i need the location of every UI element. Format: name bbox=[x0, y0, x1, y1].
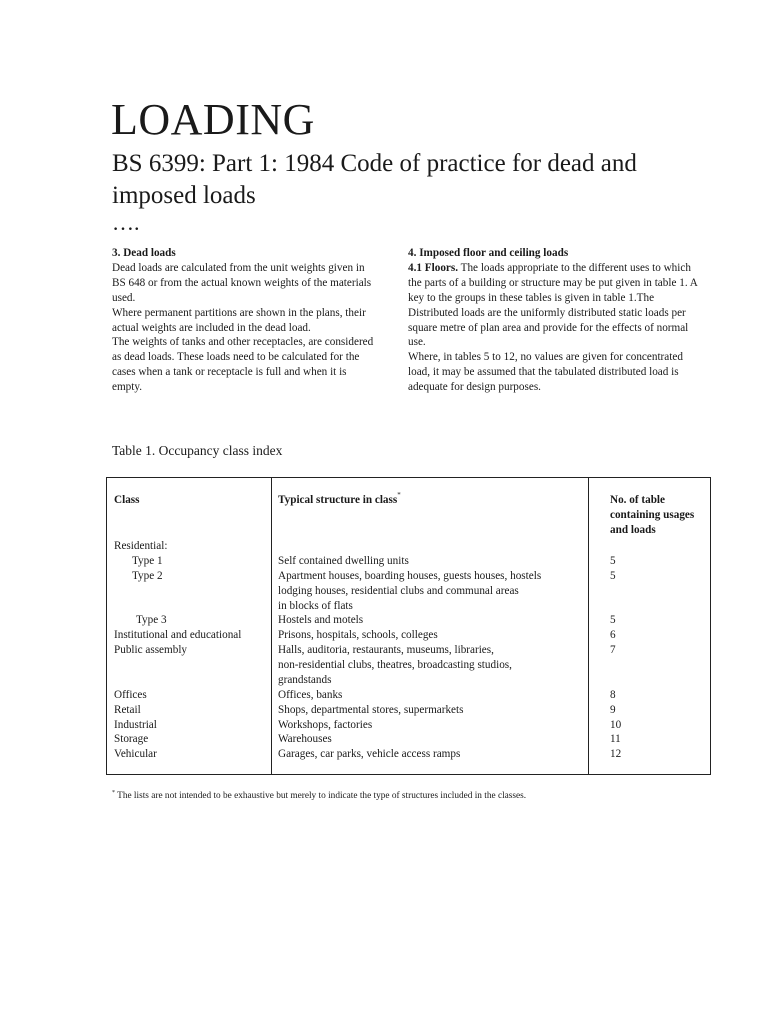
column-divider bbox=[271, 478, 272, 774]
table-footnote bbox=[112, 790, 526, 802]
typical-cell: lodging houses, residential clubs and communal areas bbox=[278, 585, 519, 597]
typical-cell: Self contained dwelling units bbox=[278, 555, 409, 567]
dead-loads-heading: 3. Dead loads bbox=[112, 247, 176, 259]
footnote-mark: * bbox=[397, 491, 401, 499]
typical-cell: Offices, banks bbox=[278, 689, 343, 701]
typical-cell: Warehouses bbox=[278, 733, 332, 745]
typical-cell: non-residential clubs, theatres, broadcasting studios, bbox=[278, 659, 512, 671]
typical-cell: Workshops, factories bbox=[278, 719, 373, 731]
floors-paragraph bbox=[408, 261, 698, 350]
class-cell: Vehicular bbox=[114, 748, 157, 760]
dead-loads-paragraph: Dead loads are calculated from the unit weights given in BS 648 or from the actual known weights of the materials used. bbox=[112, 261, 372, 304]
table-no-cell: 10 bbox=[610, 719, 622, 731]
table-no-cell: 5 bbox=[610, 555, 616, 567]
header-typical-label: Typical structure in class bbox=[278, 494, 398, 506]
footnote-mark: * bbox=[112, 790, 115, 796]
class-cell: Industrial bbox=[114, 719, 157, 731]
where-paragraph: Where, in tables 5 to 12, no values are given for concentrated load, it may be assumed that the tabulated distributed load is adequate for design purposes. bbox=[408, 351, 683, 394]
table-no-cell: 5 bbox=[610, 570, 616, 582]
floors-text: The loads appropriate to the different uses to which the parts of a building or structure may be put given in table 1. A key to the groups in these tables is given in table 1.The Distributed loads are the uniformly distributed static loads per square metre of plan area and provide for the effects of normal use. bbox=[408, 261, 698, 349]
typical-cell: grandstands bbox=[278, 674, 332, 686]
dead-loads-section bbox=[112, 246, 374, 395]
table-no-cell: 12 bbox=[610, 748, 622, 760]
table-no-cell: 7 bbox=[610, 644, 616, 656]
class-cell: Residential: bbox=[114, 540, 168, 552]
page-title: LOADING bbox=[111, 95, 315, 144]
imposed-loads-heading: 4. Imposed floor and ceiling loads bbox=[408, 247, 569, 259]
dead-loads-paragraph: The weights of tanks and other receptacles, are considered as dead loads. These loads need to be calculated for the cases when a tank or receptacle is full and when it is empty. bbox=[112, 336, 374, 394]
header-typical bbox=[278, 493, 401, 508]
floors-lead: 4.1 Floors. bbox=[408, 261, 459, 274]
class-cell: Public assembly bbox=[114, 644, 188, 656]
occupancy-table bbox=[106, 477, 711, 775]
header-class: Class bbox=[114, 494, 140, 506]
column-divider bbox=[588, 478, 589, 774]
class-cell: Retail bbox=[114, 704, 141, 716]
header-no-of-table: No. of table containing usages and loads bbox=[610, 494, 695, 536]
ellipsis-marker: …. bbox=[112, 210, 140, 235]
table-no-cell: 11 bbox=[610, 733, 621, 745]
typical-cell: Apartment houses, boarding houses, guests houses, hostels bbox=[278, 570, 542, 582]
class-cell: Offices bbox=[114, 689, 147, 701]
class-cell: Type 3 bbox=[136, 614, 167, 626]
class-cell: Storage bbox=[114, 733, 149, 745]
table-no-cell: 5 bbox=[610, 614, 616, 626]
typical-cell: Prisons, hospitals, schools, colleges bbox=[278, 629, 438, 641]
page-subtitle: BS 6399: Part 1: 1984 Code of practice for dead and imposed loads bbox=[112, 150, 637, 209]
table-no-cell: 9 bbox=[610, 704, 616, 716]
typical-cell: in blocks of flats bbox=[278, 600, 353, 612]
typical-cell: Halls, auditoria, restaurants, museums, libraries, bbox=[278, 644, 494, 656]
class-cell: Type 2 bbox=[132, 570, 163, 582]
class-cell: Type 1 bbox=[132, 555, 163, 567]
typical-cell: Shops, departmental stores, supermarkets bbox=[278, 704, 464, 716]
imposed-loads-section bbox=[408, 246, 698, 395]
table-no-cell: 6 bbox=[610, 629, 616, 641]
typical-cell: Garages, car parks, vehicle access ramps bbox=[278, 748, 461, 760]
class-cell: Institutional and educational bbox=[114, 629, 242, 641]
typical-cell: Hostels and motels bbox=[278, 614, 364, 626]
table-caption: Table 1. Occupancy class index bbox=[112, 443, 283, 458]
table-no-cell: 8 bbox=[610, 689, 616, 701]
dead-loads-paragraph: Where permanent partitions are shown in the plans, their actual weights are included in the dead load. bbox=[112, 306, 366, 334]
footnote-text: The lists are not intended to be exhaustive but merely to indicate the type of structures included in the classes. bbox=[115, 791, 527, 801]
